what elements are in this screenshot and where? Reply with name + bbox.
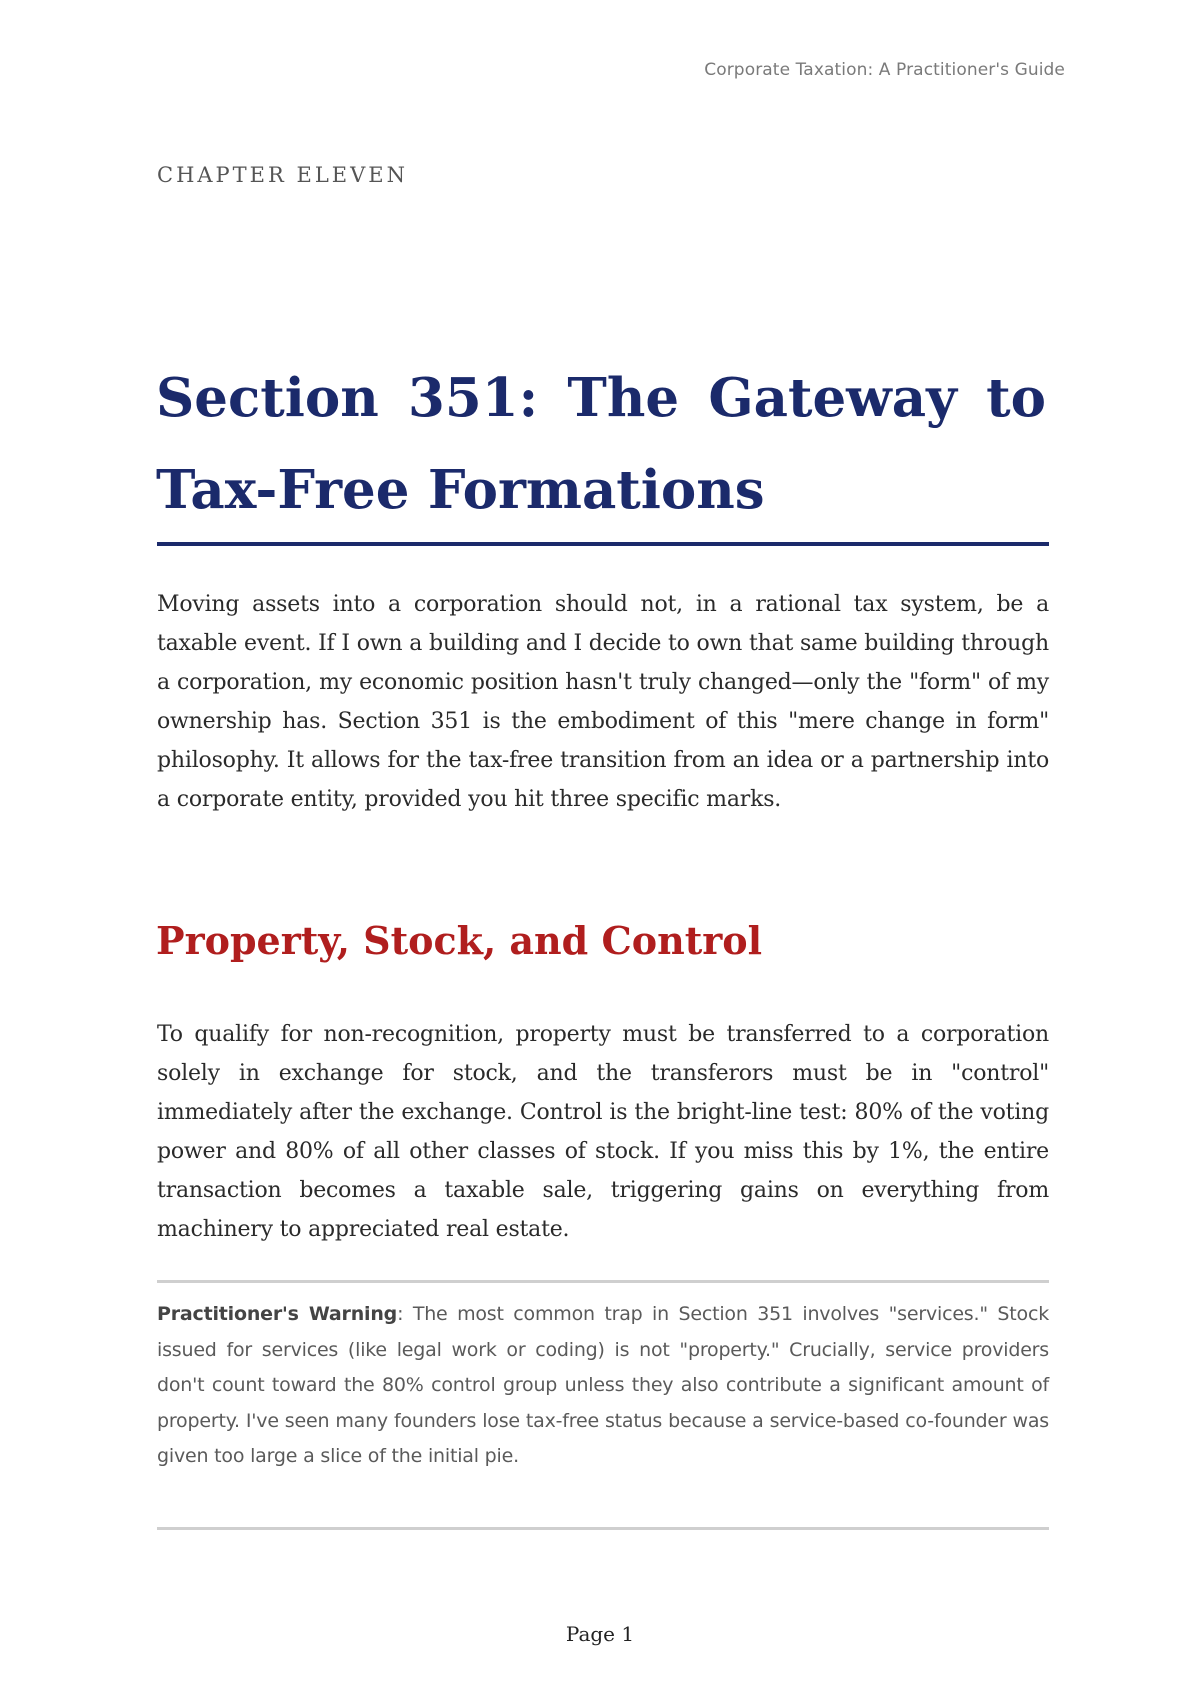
- chapter-label: CHAPTER ELEVEN: [157, 163, 408, 187]
- section-paragraph: To qualify for non-recognition, property must be transferred to a corporation solely in exchange for stock, and the transferors must be in "control" immediately after the exchange. Control is the bright-line test: 80% of the voting power and 80% of all other classes of stock. If you miss this by 1%, the entire transaction becomes a taxable sale, triggering gains on everything from machinery to appreciated real estate.: [157, 1022, 1049, 1242]
- section-heading: Property, Stock, and Control: [156, 918, 763, 963]
- title-divider: [157, 542, 1049, 546]
- page-title: Section 351: The Gateway to Tax-Free Formations: [156, 367, 1046, 521]
- practitioner-warning: [157, 1297, 1049, 1475]
- running-header: Corporate Taxation: A Practitioner's Guide: [704, 60, 1065, 80]
- intro-paragraph: Moving assets into a corporation should not, in a rational tax system, be a taxable event. If I own a building and I decide to own that same building through a corporation, my economic position hasn't truly changed—only the "form" of my ownership has. Section 351 is the embodiment of this "mere change in form" philosophy. It allows for the tax-free transition from an idea or a partnership into a corporate entity, provided you hit three specific marks.: [157, 592, 1049, 812]
- warning-bottom-divider: [157, 1527, 1049, 1530]
- warning-top-divider: [157, 1280, 1049, 1283]
- warning-separator: :: [397, 1303, 413, 1325]
- warning-label: Practitioner's Warning: [157, 1303, 398, 1325]
- warning-text: The most common trap in Section 351 involves "services." Stock issued for services (like legal work or coding) is not "property." Crucially, service providers don't count toward the 80% control group unless they also contribute a significant amount of property. I've seen many founders lose tax-free status because a service-based co-founder was given too large a slice of the initial pie.: [157, 1303, 1049, 1467]
- page-number: Page 1: [565, 1622, 635, 1646]
